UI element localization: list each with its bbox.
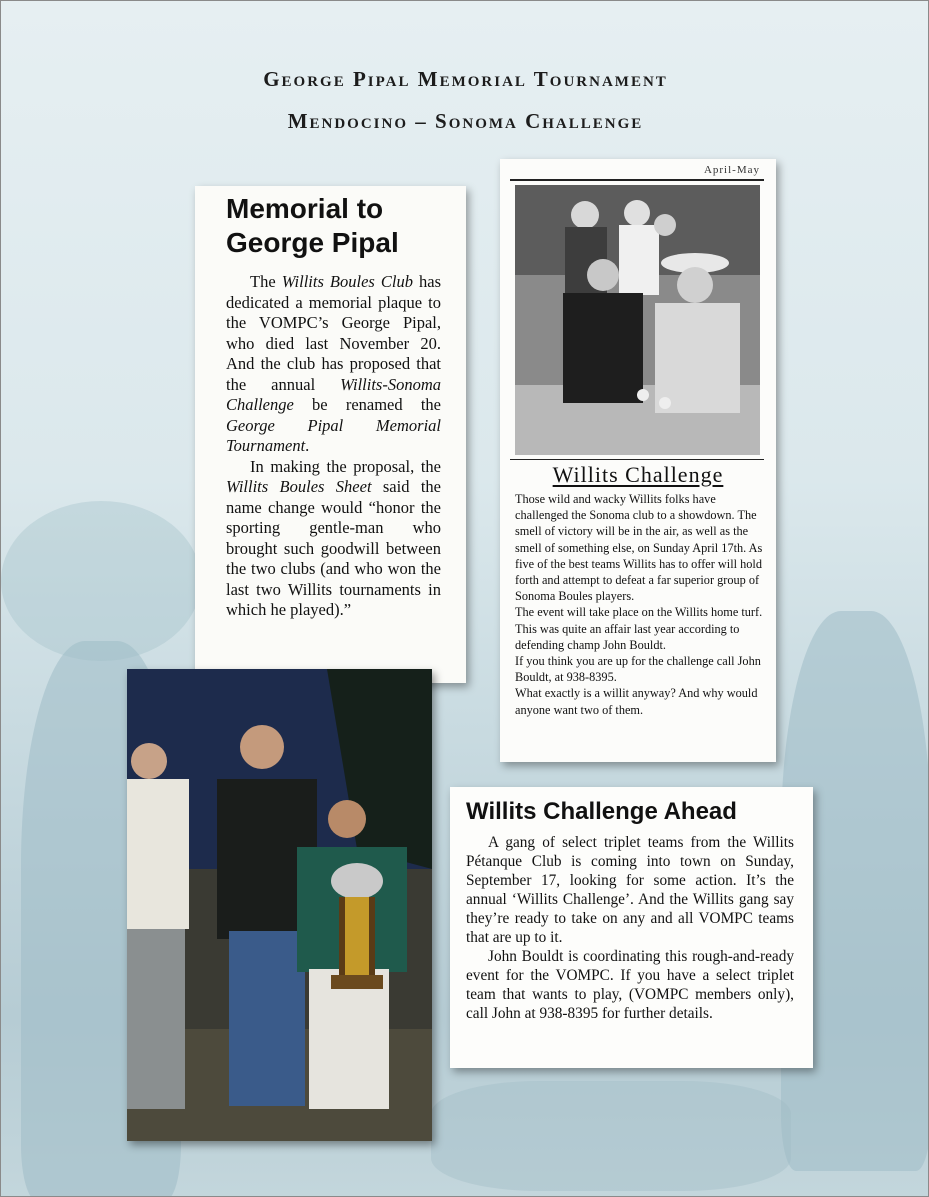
club-name: Willits Boules Club [281, 272, 413, 291]
trophy-photo-image [127, 669, 432, 1141]
newsletter-date: April-May [703, 164, 760, 176]
memorial-paragraph-1 [226, 272, 441, 457]
text-run: has dedicated a memorial plaque to the VOMPC’s George Pipal, who died last November 20. And the club has proposed that the annual [226, 272, 442, 394]
challenge-ahead-title: Willits Challenge Ahead [466, 798, 737, 825]
memorial-clipping [195, 186, 466, 683]
newsletter-line: If you think you are up for the challenge call John Bouldt, at 938-8395. [515, 654, 761, 685]
newsletter-line: The event will take place on the Willits home turf. [515, 605, 763, 620]
newsletter-name: Willits Boules Sheet [226, 477, 372, 496]
text-run: The [250, 272, 282, 291]
newsletter-rule [510, 179, 764, 181]
memorial-title-line2: George Pipal [226, 227, 399, 258]
group-photo [515, 185, 760, 455]
challenge-ahead-clipping [450, 787, 813, 1068]
header-subtitle: Mendocino – Sonoma Challenge [287, 109, 644, 133]
memorial-title [226, 192, 441, 260]
text-run: In making the proposal, the [250, 456, 441, 476]
challenge-ahead-paragraph-1: A gang of select triplet teams from the Willits Pétanque Club is coming into town on Sunday, September 17, looking for some action. It’s the annual ‘Willits Challenge’. And the Willits gang say they’re ready to take on any and all VOMPC teams that are up to it. [466, 834, 794, 946]
header-title: George Pipal Memorial Tournament [263, 67, 668, 91]
newsletter-line: What exactly is a willit anyway? And why would anyone want two of them. [515, 686, 758, 717]
newsletter-body [515, 491, 765, 718]
newsletter-line: Those wild and wacky Willits folks have challenged the Sonoma club to a showdown. The smell of victory will be in the air, as well as the smell of something else, on Sunday April 17th. As five of the best teams Willits has to offer will hold forth and attempt to defeat a far superior group of Sonoma Boules players. [515, 492, 763, 604]
newsletter-clipping [500, 159, 776, 762]
memorial-paragraph-2 [226, 457, 441, 621]
background-tree [1, 501, 201, 661]
event-name: Willits-Sonoma Challenge [226, 374, 441, 414]
background-figure [431, 1081, 791, 1191]
group-photo-image [515, 185, 760, 455]
challenge-ahead-paragraph-2: John Bouldt is coordinating this rough-and-ready event for the VOMPC. If you have a select triplet team that wants to play, (VOMPC members only), call John at 938-8395 for further details. [466, 948, 794, 1022]
trophy-photo [127, 669, 432, 1141]
newsletter-line: This was quite an affair last year according to defending champ John Bouldt. [515, 621, 740, 652]
newsletter-title: Willits Challenge [552, 462, 724, 487]
text-run: said the name change would “honor the sporting gentle-man who brought such goodwill between the two clubs (and who won the last two Willits tournaments in which he played).” [226, 477, 441, 619]
newsletter-rule [510, 459, 764, 460]
memorial-title-line1: Memorial to [226, 193, 384, 224]
text-run: be renamed the [293, 395, 441, 414]
tournament-name: George Pipal Memorial Tournament [226, 415, 441, 455]
text-run: . [305, 436, 310, 455]
